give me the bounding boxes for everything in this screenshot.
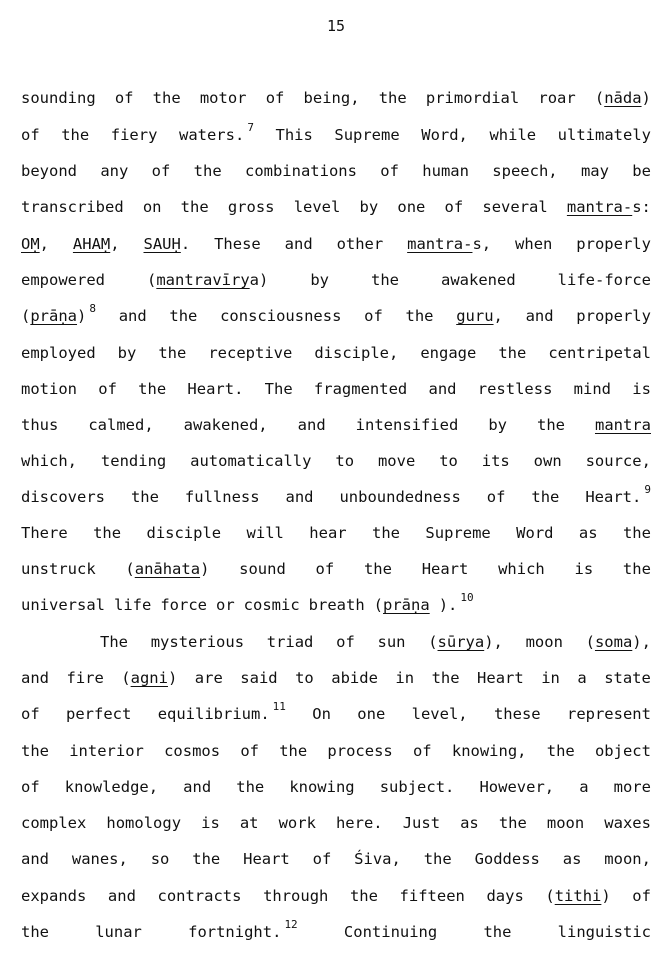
word: (anāhata) xyxy=(125,560,210,578)
word: gross xyxy=(227,198,275,216)
word: guru, xyxy=(456,307,503,325)
word: the xyxy=(423,850,452,868)
word: Word, xyxy=(421,126,468,144)
footnote-marker: 10 xyxy=(460,591,474,604)
word: discovers xyxy=(21,488,105,506)
word: by xyxy=(359,198,379,216)
word: days xyxy=(486,887,524,905)
word: or xyxy=(216,596,235,614)
word: the xyxy=(192,850,221,868)
word: and xyxy=(284,235,313,253)
word: may xyxy=(580,162,609,180)
word: These xyxy=(214,235,261,253)
word: as xyxy=(460,814,479,832)
word: motor xyxy=(199,89,247,107)
underlined-term: tithi xyxy=(554,887,602,905)
word: unboundedness xyxy=(339,488,461,506)
word: the xyxy=(498,344,527,362)
word: and xyxy=(183,778,212,796)
text-line xyxy=(21,849,651,871)
underlined-term: nāda xyxy=(604,89,642,107)
word: intensified xyxy=(355,416,459,434)
word: by xyxy=(310,271,330,289)
word: source, xyxy=(585,452,651,470)
word: employed xyxy=(21,344,96,362)
underlined-term: agni xyxy=(130,669,168,687)
word: level, xyxy=(411,705,468,723)
word: (soma), xyxy=(585,633,651,651)
word: as xyxy=(562,850,582,868)
word: sun xyxy=(377,633,406,651)
underlined-term: prāṇa xyxy=(30,307,78,325)
word: at xyxy=(239,814,259,832)
word: This xyxy=(275,126,313,144)
word: Heart xyxy=(243,850,290,868)
underlined-term: OṂ xyxy=(21,235,40,253)
word: so xyxy=(150,850,170,868)
word: the xyxy=(130,488,159,506)
word: the xyxy=(193,162,222,180)
text-line xyxy=(21,343,651,365)
word: which xyxy=(498,560,545,578)
word: is xyxy=(632,380,651,398)
word: universal xyxy=(21,596,105,614)
underlined-term: SAUḤ xyxy=(143,235,181,253)
word: the xyxy=(483,923,512,941)
word: moon, xyxy=(604,850,651,868)
word: by xyxy=(488,416,507,434)
word: its xyxy=(481,452,510,470)
word: The xyxy=(264,380,293,398)
underlined-term: AHAṂ xyxy=(72,235,111,253)
word: waters. $^7$ xyxy=(178,121,254,144)
word: the xyxy=(546,742,575,760)
word: of xyxy=(21,778,40,796)
word: the xyxy=(236,778,265,796)
footnote-marker: 7 xyxy=(247,121,254,134)
word: There xyxy=(21,524,68,542)
word: as xyxy=(578,524,598,542)
word: while xyxy=(489,126,537,144)
word: the xyxy=(536,416,565,434)
word: of xyxy=(21,705,40,723)
word: OṂ, xyxy=(21,235,50,253)
word: waxes xyxy=(604,814,651,832)
word: Supreme xyxy=(334,126,400,144)
word: to xyxy=(439,452,458,470)
word: move xyxy=(377,452,416,470)
word: is xyxy=(574,560,594,578)
word: by xyxy=(117,344,137,362)
word: contracts xyxy=(157,887,242,905)
text-line xyxy=(21,777,651,799)
word: state xyxy=(604,669,651,687)
word: in xyxy=(395,669,415,687)
word: here. xyxy=(335,814,383,832)
text-line xyxy=(21,302,651,328)
word: force xyxy=(160,596,207,614)
word: Heart. $^9$ xyxy=(585,483,651,506)
word: moon xyxy=(525,633,563,651)
word: and xyxy=(118,307,147,325)
text-line xyxy=(21,270,651,292)
text-line xyxy=(21,886,651,908)
word: more xyxy=(613,778,651,796)
word: life xyxy=(114,596,152,614)
word: fortnight. $^{12}$ xyxy=(188,918,298,941)
word: of xyxy=(444,198,464,216)
word: the xyxy=(372,524,401,542)
word: and xyxy=(285,488,314,506)
word: mysterious xyxy=(150,633,245,651)
word: motion xyxy=(21,380,77,398)
word: However, xyxy=(479,778,555,796)
word: moon xyxy=(546,814,585,832)
word: ultimately xyxy=(557,126,651,144)
word: breath xyxy=(308,596,365,614)
word: mantra-s: xyxy=(566,198,651,216)
word: represent xyxy=(566,705,651,723)
text-line xyxy=(21,559,651,581)
word: are xyxy=(194,669,223,687)
word: to xyxy=(335,452,355,470)
word: awakened xyxy=(441,271,516,289)
word xyxy=(595,415,651,437)
word: of xyxy=(312,850,332,868)
word: equilibrium. $^{11}$ xyxy=(157,700,286,723)
word: and xyxy=(21,850,49,868)
word: the xyxy=(61,126,90,144)
word: knowing, xyxy=(451,742,527,760)
word: thus xyxy=(21,416,59,434)
word: fragmented xyxy=(313,380,408,398)
word: receptive xyxy=(208,344,293,362)
word: engage xyxy=(420,344,477,362)
word: the xyxy=(21,742,49,760)
word: mantra-s, xyxy=(407,235,492,253)
text-line xyxy=(21,161,651,183)
word: On xyxy=(312,705,331,723)
word: complex xyxy=(21,814,87,832)
word: beyond xyxy=(21,162,77,180)
word: object xyxy=(594,742,651,760)
underlined-term: prāṇa xyxy=(383,596,430,614)
word: level xyxy=(293,198,341,216)
word: fullness xyxy=(184,488,260,506)
word: disciple, xyxy=(314,344,399,362)
word: other xyxy=(336,235,384,253)
word: work xyxy=(278,814,316,832)
word: empowered xyxy=(21,271,105,289)
underlined-term: sūrya xyxy=(437,633,485,651)
word: of xyxy=(380,162,399,180)
word: through xyxy=(263,887,329,905)
word: combinations xyxy=(244,162,357,180)
word: abide xyxy=(331,669,378,687)
word: a xyxy=(577,669,587,687)
word: SAUḤ. xyxy=(143,235,191,253)
word: the xyxy=(180,198,209,216)
word: the xyxy=(138,380,167,398)
text-line xyxy=(21,700,651,726)
word: disciple xyxy=(146,524,222,542)
word: properly xyxy=(576,235,651,253)
word: knowledge, xyxy=(64,778,159,796)
word: unstruck xyxy=(21,560,96,578)
word: speech, xyxy=(492,162,558,180)
word: (nāda) xyxy=(594,89,651,107)
word: in xyxy=(541,669,560,687)
word: Heart xyxy=(477,669,524,687)
word: the xyxy=(169,307,198,325)
word: these xyxy=(493,705,541,723)
word: will xyxy=(246,524,284,542)
word: sound xyxy=(239,560,286,578)
word: transcribed xyxy=(21,198,124,216)
word: (sūrya), xyxy=(428,633,503,651)
word: and xyxy=(21,669,49,687)
underlined-term: mantravīry xyxy=(156,271,250,289)
text-line xyxy=(21,523,651,545)
text-line xyxy=(21,483,651,509)
word: roar xyxy=(538,89,576,107)
word: (agni) xyxy=(121,669,178,687)
word: fifteen xyxy=(399,887,465,905)
word: consciousness xyxy=(220,307,342,325)
text-line xyxy=(21,379,651,401)
word: of xyxy=(486,488,506,506)
word: of xyxy=(412,742,432,760)
word: (mantravīrya) xyxy=(147,271,269,289)
word: cosmic xyxy=(243,596,300,614)
word: is xyxy=(201,814,220,832)
text-line xyxy=(21,451,651,473)
word: the xyxy=(158,344,187,362)
word: the xyxy=(21,923,49,941)
word: the xyxy=(378,89,407,107)
word: when xyxy=(515,235,553,253)
word: Heart xyxy=(421,560,469,578)
word: restless xyxy=(477,380,553,398)
word: the xyxy=(498,814,527,832)
text-line xyxy=(21,88,651,110)
word: awakened, xyxy=(183,416,268,434)
word: one xyxy=(357,705,386,723)
word: and xyxy=(297,416,326,434)
word: linguistic xyxy=(557,923,651,941)
word: and xyxy=(107,887,136,905)
word: the xyxy=(152,89,181,107)
word: of xyxy=(240,742,259,760)
text-line xyxy=(21,121,651,147)
footnote-marker: 12 xyxy=(284,918,298,931)
word: of xyxy=(364,307,383,325)
word: sounding xyxy=(21,89,96,107)
text-line xyxy=(21,668,651,690)
word: a xyxy=(579,778,589,796)
word: of xyxy=(265,89,285,107)
word: the xyxy=(93,524,122,542)
word: automatically xyxy=(190,452,312,470)
word: wanes, xyxy=(71,850,128,868)
text-line xyxy=(21,415,651,437)
text-line xyxy=(21,741,651,763)
page-number: 15 xyxy=(326,17,346,35)
footnote-marker: 8 xyxy=(89,302,96,315)
word: several xyxy=(482,198,548,216)
word: centripetal xyxy=(548,344,651,362)
word: of xyxy=(151,162,171,180)
word: homology xyxy=(106,814,182,832)
text-line xyxy=(21,197,651,219)
word: properly xyxy=(576,307,651,325)
word: process xyxy=(327,742,393,760)
word: knowing xyxy=(289,778,355,796)
text-line xyxy=(21,918,651,944)
word: said xyxy=(240,669,278,687)
word: lunar xyxy=(95,923,142,941)
word: of xyxy=(114,89,134,107)
word: of xyxy=(98,380,117,398)
word: calmed, xyxy=(88,416,154,434)
word: Continuing xyxy=(343,923,438,941)
footnote-marker: 9 xyxy=(644,483,651,496)
word: Just xyxy=(402,814,441,832)
word: the xyxy=(531,488,560,506)
word: the xyxy=(349,887,378,905)
word: the xyxy=(371,271,400,289)
underlined-term: mantra- xyxy=(566,198,633,216)
word: expands xyxy=(21,887,87,905)
word: (prāṇa) $^8$ xyxy=(21,302,96,325)
footnote-marker: 11 xyxy=(272,700,286,713)
word: fire xyxy=(66,669,104,687)
word: and xyxy=(428,380,457,398)
word: The xyxy=(100,633,128,651)
word: human xyxy=(422,162,469,180)
word: the xyxy=(622,560,651,578)
word: any xyxy=(100,162,129,180)
underlined-term: mantra- xyxy=(407,235,473,253)
word: own xyxy=(533,452,562,470)
underlined-term: soma xyxy=(594,633,633,651)
word: subject. xyxy=(379,778,455,796)
text-line xyxy=(21,591,651,617)
word: of xyxy=(336,633,355,651)
word: AHAṂ, xyxy=(72,235,120,253)
word: life-force xyxy=(557,271,651,289)
word: interior xyxy=(69,742,144,760)
word: Supreme xyxy=(425,524,491,542)
word: mind xyxy=(573,380,611,398)
word: the xyxy=(363,560,392,578)
word: on xyxy=(142,198,162,216)
word: tending xyxy=(100,452,167,470)
word: the xyxy=(622,524,651,542)
word: (tithi) xyxy=(545,887,611,905)
underlined-term: guru xyxy=(456,307,494,325)
word: which, xyxy=(21,452,77,470)
word: perfect xyxy=(66,705,132,723)
word: hear xyxy=(309,524,347,542)
word: Word xyxy=(516,524,554,542)
word: of xyxy=(21,126,40,144)
word: Śiva, xyxy=(354,850,401,868)
word: primordial xyxy=(425,89,520,107)
word: of xyxy=(632,887,651,905)
word: (prāṇa ). $^{10}$ xyxy=(373,591,474,614)
word: the xyxy=(431,669,460,687)
text-line xyxy=(21,234,651,256)
word: the xyxy=(279,742,308,760)
word: being, xyxy=(303,89,360,107)
text-line xyxy=(100,632,651,654)
word: and xyxy=(525,307,554,325)
underlined-term: mantra xyxy=(594,416,651,434)
word: to xyxy=(295,669,314,687)
underlined-term: anāhata xyxy=(134,560,201,578)
word: Heart. xyxy=(187,380,244,398)
word: cosmos xyxy=(164,742,221,760)
word: one xyxy=(397,198,426,216)
word: triad xyxy=(266,633,314,651)
word: Goddess xyxy=(474,850,540,868)
word: the xyxy=(405,307,434,325)
text-line xyxy=(21,813,651,835)
word: fiery xyxy=(110,126,158,144)
word: be xyxy=(632,162,651,180)
word: of xyxy=(315,560,335,578)
